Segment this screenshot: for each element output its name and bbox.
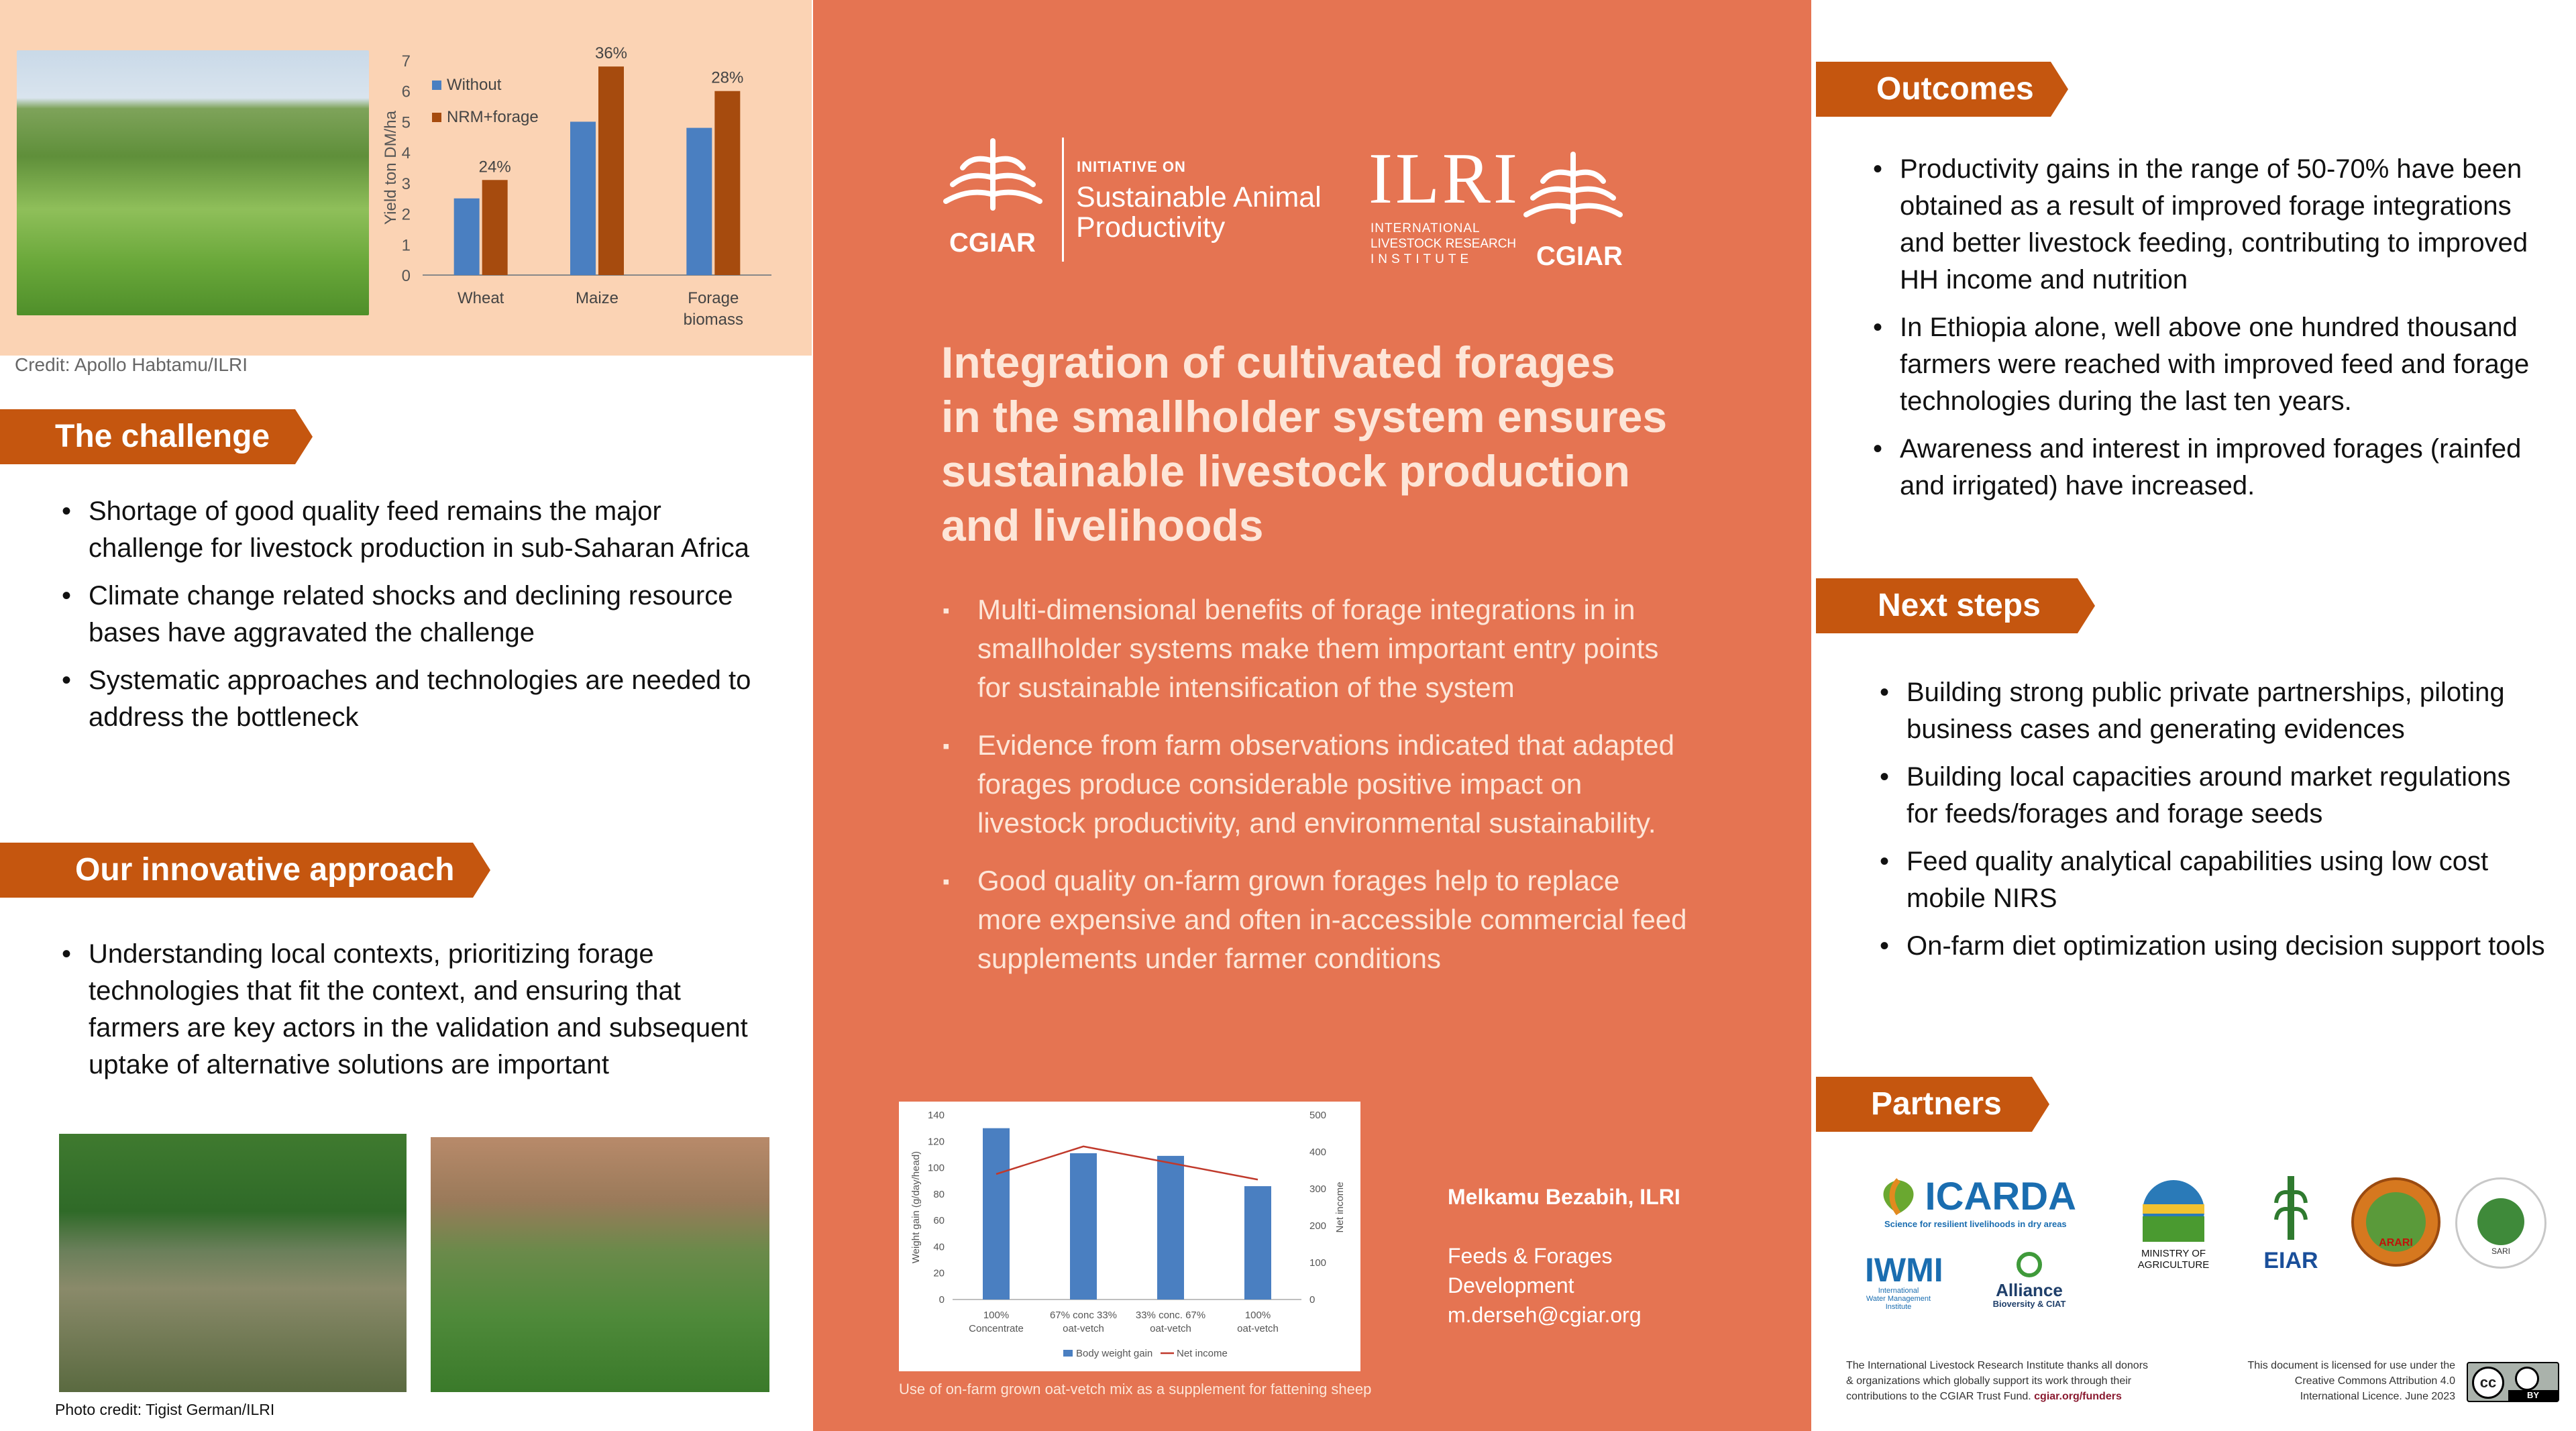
outcomes-heading [1816, 62, 2051, 117]
y-tick-label: 20 [933, 1267, 945, 1279]
approach-photo-credit: Photo credit: Tigist German/ILRI [55, 1401, 275, 1418]
y-tick-label: 4 [401, 144, 411, 163]
bar [714, 91, 740, 275]
person-icon [2515, 1367, 2539, 1391]
license-line: International Licence. June 2023 [2300, 1391, 2455, 1402]
initiative-name-2: Productivity [1076, 211, 1226, 244]
moa-emblem-icon [2140, 1177, 2207, 1244]
y-tick-label: 0 [401, 267, 411, 285]
y-tick-label: 1 [401, 236, 411, 255]
x-tick-label: 33% conc. 67% [1135, 1310, 1206, 1321]
cc-by-badge[interactable] [2467, 1362, 2559, 1402]
y-tick-label: 6 [401, 83, 411, 101]
y-tick-label: 60 [933, 1215, 945, 1227]
y-tick-label: 3 [401, 174, 411, 193]
x-tick-label: 100% [1244, 1310, 1271, 1321]
headline-line: and livelihoods [941, 500, 1264, 550]
list-item: • On-farm diet optimization using decision support tools [1872, 928, 2549, 965]
dept-line: Feeds & Forages [1448, 1244, 1613, 1268]
list-item: • Productivity gains in the range of 50-70% have been obtained as a result of improved forage integrations and better livestock feeding, contributing to improved HH income and nutrition [1865, 151, 2549, 299]
sari-emblem-icon [2477, 1198, 2524, 1245]
arari-logo [2351, 1177, 2440, 1267]
data-label: 28% [711, 68, 744, 87]
legend-swatch [1063, 1350, 1073, 1357]
y-axis-label: Yield ton DM/ha [382, 111, 400, 225]
bar [1157, 1156, 1184, 1300]
headline-line: Integration of cultivated forages [941, 337, 1615, 387]
data-label: 36% [594, 44, 628, 63]
y-tick-label: 80 [933, 1188, 945, 1200]
moa-logo [2106, 1177, 2241, 1271]
next-steps-title: Next steps [1878, 588, 2041, 623]
y-tick-label: 7 [401, 52, 411, 70]
cc-icon: cc [2472, 1367, 2504, 1399]
list-item: • Building strong public private partnerships, piloting business cases and generating evidences [1872, 674, 2549, 748]
y2-tick-label: 400 [1309, 1147, 1327, 1158]
cgiar-wheat-icon-2 [1523, 148, 1623, 228]
y2-tick-label: 200 [1309, 1220, 1327, 1232]
x-tick-label: 100% [983, 1310, 1010, 1321]
email-link[interactable]: m.derseh@cgiar.org [1448, 1303, 1642, 1327]
legend-label: Without [447, 76, 502, 94]
outcomes-list [1865, 151, 2549, 515]
headline-line: sustainable livestock production [941, 446, 1630, 496]
bar [686, 128, 712, 275]
x-tick-label: oat-vetch [1063, 1323, 1104, 1334]
icarda-leaf-icon [1875, 1177, 1921, 1217]
x-tick-label: Maize [575, 289, 619, 307]
iwmi-tagline-1: International [1878, 1287, 1919, 1295]
sari-name: SARI [2491, 1247, 2510, 1256]
next-steps-heading [1816, 578, 2078, 633]
alliance-tagline: Bioversity & CIAT [1992, 1299, 2066, 1309]
challenge-title: The challenge [55, 419, 270, 454]
iwmi-name: IWMI [1865, 1251, 1943, 1289]
y-tick-label: 40 [933, 1241, 945, 1253]
bar [454, 199, 480, 275]
center-list [943, 590, 1687, 989]
sari-logo [2455, 1177, 2546, 1269]
yield-chart [376, 40, 805, 342]
y-tick-label: 2 [401, 205, 411, 224]
y-tick-label: 5 [401, 113, 411, 132]
bar [1244, 1186, 1271, 1300]
contact-block [1448, 1241, 1642, 1330]
thanks-line: & organizations which globally support its work through their [1846, 1375, 2132, 1387]
x-tick-label: Concentrate [969, 1323, 1024, 1334]
headline [941, 335, 1667, 553]
challenge-list [54, 493, 751, 747]
alliance-name: Alliance [1996, 1280, 2063, 1300]
x-tick-label: oat-vetch [1237, 1323, 1279, 1334]
bar [598, 66, 624, 275]
cgiar-label-2: CGIAR [1536, 242, 1623, 271]
bar [570, 121, 596, 275]
list-item: ▪ Multi-dimensional benefits of forage integrations in in smallholder systems make them important entry points for sustainable intensification of the system [943, 590, 1687, 707]
legend-label: Body weight gain [1076, 1348, 1153, 1359]
legend-label: NRM+forage [447, 108, 539, 126]
cgiar-wheat-icon [943, 134, 1043, 215]
bar [1070, 1153, 1097, 1300]
legend-swatch [432, 81, 441, 90]
photo-credit: Credit: Apollo Habtamu/ILRI [15, 354, 248, 375]
license-line: This document is licensed for use under the [2247, 1360, 2455, 1371]
x-tick-label: Wheat [457, 289, 504, 307]
outcomes-title: Outcomes [1876, 71, 2034, 107]
thanks-line: The International Livestock Research Institute thanks all donors [1846, 1360, 2149, 1371]
forage-bundles-photo [431, 1137, 769, 1392]
donor-thanks [1846, 1358, 2148, 1404]
moa-name: MINISTRY OF AGRICULTURE [2137, 1248, 2210, 1271]
farmers-meeting-photo [59, 1134, 407, 1392]
list-item: ▪ Evidence from farm observations indicated that adapted forages produce considerable positive impact on livestock productivity, and environmental sustainability. [943, 726, 1687, 843]
license-text [2207, 1358, 2455, 1404]
x-tick-label: 67% conc 33% [1049, 1310, 1118, 1321]
approach-list [54, 936, 751, 1094]
icarda-tagline: Science for resilient livelihoods in dry areas [1884, 1219, 2067, 1229]
license-line: Creative Commons Attribution 4.0 [2294, 1375, 2455, 1387]
legend-swatch [432, 113, 441, 122]
y2-tick-label: 100 [1309, 1257, 1327, 1269]
list-item: • Building local capacities around market regulations for feeds/forages and forage seeds [1872, 759, 2549, 833]
y-tick-label: 100 [927, 1162, 945, 1174]
list-item: • Climate change related shocks and declining resource bases have aggravated the challenge [54, 578, 751, 651]
list-item: • Awareness and interest in improved forages (rainfed and irrigated) have increased. [1865, 431, 2549, 505]
list-item: ▪ Good quality on-farm grown forages help to replace more expensive and often in-accessible commercial feed supplements under farmer conditions [943, 861, 1687, 978]
challenge-heading [0, 409, 295, 464]
logo-divider [1062, 138, 1064, 262]
y2-axis-label: Net income [1334, 1181, 1346, 1233]
data-label: 24% [478, 158, 511, 176]
eiar-emblem-icon [2271, 1173, 2311, 1247]
bar [983, 1128, 1010, 1300]
y-axis-label: Weight gain (g/day/head) [910, 1151, 922, 1264]
initiative-name-1: Sustainable Animal [1076, 181, 1322, 213]
eiar-logo [2261, 1173, 2321, 1271]
legend-label: Net income [1177, 1348, 1228, 1359]
list-item: • Shortage of good quality feed remains the major challenge for livestock production in sub-Saharan Africa [54, 493, 751, 567]
sheep-chart [899, 1102, 1360, 1371]
y-tick-label: 120 [927, 1136, 945, 1148]
chart-caption: Use of on-farm grown oat-vetch mix as a supplement for fattening sheep [899, 1381, 1372, 1397]
headline-line: in the smallholder system ensures [941, 392, 1668, 441]
iwmi-tagline-2: Water Management [1866, 1295, 1931, 1303]
icarda-logo [1875, 1174, 2076, 1229]
iwmi-logo [1865, 1251, 1943, 1311]
y2-tick-label: 500 [1309, 1110, 1327, 1121]
approach-heading [0, 843, 473, 898]
author-name: Melkamu Bezabih, ILRI [1448, 1185, 1680, 1209]
iwmi-tagline-3: Institute [1885, 1303, 1912, 1311]
x-tick-label: biomass [683, 311, 744, 329]
x-tick-label: oat-vetch [1150, 1323, 1191, 1334]
y2-tick-label: 0 [1309, 1294, 1316, 1306]
next-steps-list [1872, 674, 2549, 975]
initiative-on: INITIATIVE ON [1077, 158, 1186, 175]
list-item: • Understanding local contexts, prioritizing forage technologies that fit the context, and ensuring that farmers are key actors in the validation and subsequent uptake of alternative solutions are important [54, 936, 751, 1083]
y-tick-label: 140 [927, 1110, 945, 1121]
eiar-name: EIAR [2263, 1248, 2318, 1273]
y2-tick-label: 300 [1309, 1183, 1327, 1195]
thanks-line: contributions to the CGIAR Trust Fund. [1846, 1391, 2031, 1402]
partners-title: Partners [1871, 1086, 2002, 1122]
cgiar-label: CGIAR [949, 228, 1036, 258]
y-tick-label: 0 [938, 1294, 945, 1306]
ilri-full-2: LIVESTOCK RESEARCH [1371, 237, 1517, 251]
list-item: • In Ethiopia alone, well above one hundred thousand farmers were reached with improved feed and forage technologies during the last ten years. [1865, 309, 2549, 420]
by-label: BY [2508, 1390, 2558, 1401]
bar [482, 180, 508, 275]
partners-heading [1816, 1077, 2032, 1132]
alliance-leaf-icon [2009, 1251, 2049, 1278]
net-income-line [996, 1147, 1258, 1180]
approach-title: Our innovative approach [75, 852, 455, 888]
list-item: • Systematic approaches and technologies are needed to address the bottleneck [54, 662, 751, 736]
funders-link[interactable]: cgiar.org/funders [2034, 1391, 2122, 1402]
dept-line: Development [1448, 1273, 1574, 1297]
icarda-name: ICARDA [1925, 1175, 2076, 1218]
ilri-full-3: INSTITUTE [1371, 252, 1473, 266]
arari-name: ARARI [2379, 1237, 2413, 1249]
ilri-full-1: INTERNATIONAL [1371, 221, 1481, 235]
ilri-logo: ILRI [1368, 139, 1520, 219]
list-item: • Feed quality analytical capabilities using low cost mobile NIRS [1872, 843, 2549, 917]
alliance-logo [1979, 1251, 2080, 1309]
field-photo [17, 50, 369, 315]
x-tick-label: Forage [688, 289, 739, 307]
